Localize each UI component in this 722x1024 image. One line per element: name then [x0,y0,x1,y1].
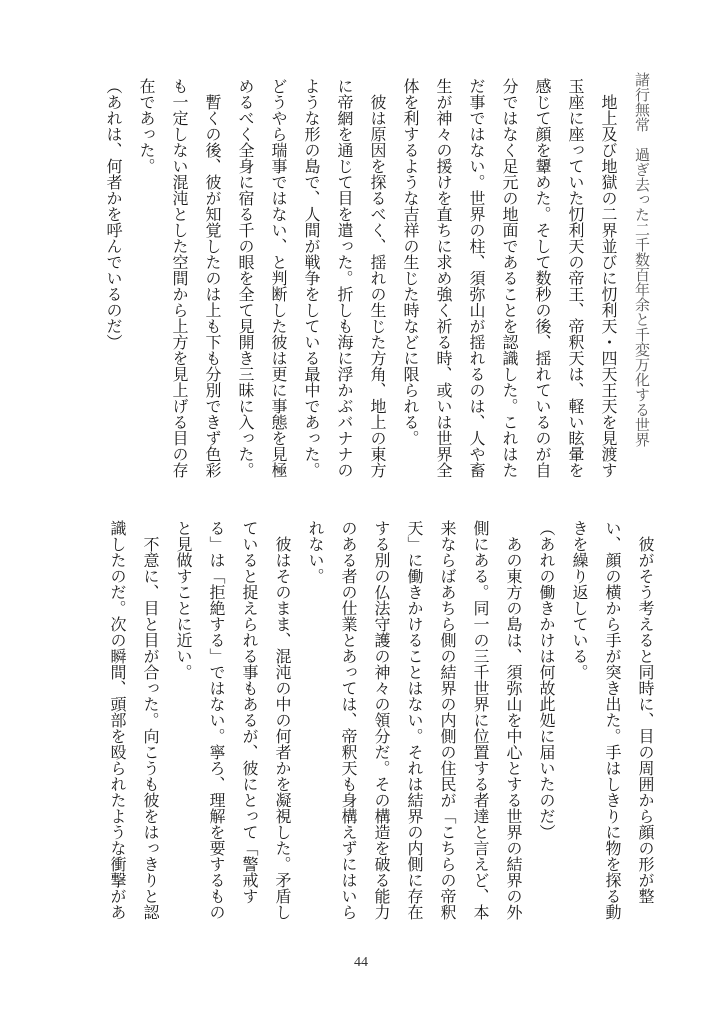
text-column: どうやら瑞事ではない、と判断した彼は更に事態を見極 [269,78,288,478]
text-column: 在であった。 [137,78,156,174]
text-column: 来ならばあちら側の結界の内側の住民が「こちらの帝釈 [438,520,457,920]
text-column: い、顔の横から手が突き出た。手はしきりに物を探る動 [603,520,622,920]
text-column: に帝網を通じて目を遣った。折しも海に浮かぶバナナの [335,78,354,478]
text-column: のある者の仕業とあっては、帝釈天も身構えずにはいら [339,520,358,920]
text-column: 側にある。同一の三千世界に位置する者達と言えど、本 [471,520,490,920]
text-column: 彼がそう考えると同時に、目の周囲から顔の形が整 [636,536,655,904]
text-column: （あれは、何者かを呼んでいるのだ） [104,78,123,350]
text-column: 感じて顔を顰めた。そして数秒の後、揺れているのが自 [533,78,552,478]
text-column: ていると捉えられる事もあるが、彼にとって「警戒す [240,520,259,904]
text-column: 体を利するような吉祥の生じた時などに限られる。 [401,78,420,446]
text-column: 玉座に座っていた忉利天の帝王、帝釈天は、軽い眩暈を [566,78,585,478]
text-column: めるべく全身に宿る千の眼を全て見開き三昧に入った。 [236,78,255,478]
text-column: 分ではなく足元の地面であることを認識した。これはた [500,78,519,478]
text-column: （あれの働きかけは何故此処に届いたのだ） [537,520,556,840]
text-column: きを繰り返している。 [570,520,589,680]
text-block-lower [101,520,662,922]
text-column: 識したのだ。次の瞬間、頭部を殴られたような衝撃があ [108,520,127,920]
text-column: 生が神々の援けを直ちに求め強く祈る時、或いは世界全 [434,78,453,478]
text-block-upper [97,72,658,478]
text-column: 天」に働きかけることはない。それは結界の内側に存在 [405,520,424,920]
text-column: あの東方の島は、須弥山を中心とする世界の結界の外 [504,536,523,920]
text-column: 彼はそのまま、混沌の中の何者かを凝視した。矛盾し [273,536,292,920]
page-number: 44 [354,955,368,970]
text-column: 不意に、目と目が合った。向こうも彼をはっきりと認 [141,536,160,920]
text-column: 暫くの後、彼が知覚したのは上も下も分別できず色彩 [203,94,222,478]
text-column: れない。 [306,520,325,584]
text-column: 地上及び地獄の二界並びに忉利天・四天王天を見渡す [599,94,618,478]
text-column: 彼は原因を探るべく、揺れの生じた方角、地上の東方 [368,94,387,478]
running-header: 諸行無常 過ぎ去った二千数百年余と千変万化する世界 [633,72,651,447]
text-column: る」は「拒絶する」ではない。寧ろ、理解を要するもの [207,520,226,920]
text-column: する別の仏法守護の神々の領分だ。その構造を破る能力 [372,520,391,920]
text-column: と見做すことに近い。 [174,520,193,680]
text-column: ような形の島で、人間が戦争をしている最中であった。 [302,78,321,478]
text-column: だ事ではない。世界の柱、須弥山が揺れるのは、人や畜 [467,78,486,478]
text-column: も一定しない混沌とした空間から上方を見上げる目の存 [170,78,189,478]
